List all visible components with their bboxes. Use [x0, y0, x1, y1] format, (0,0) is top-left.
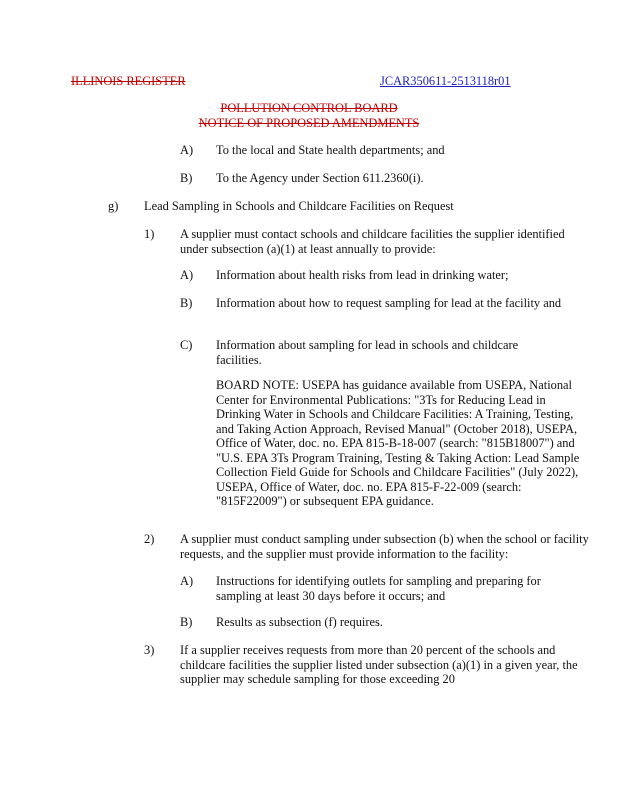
item-label: 1) — [144, 227, 155, 241]
item-label: 2) — [144, 532, 155, 546]
header-right: JCAR350611-2513118r01 — [380, 74, 511, 88]
item-text: To the local and State health departments; and — [216, 143, 445, 157]
item-label: A) — [180, 143, 194, 157]
item-text: To the Agency under Section 611.2360(i). — [216, 171, 424, 185]
item-text: Information about sampling for lead in schools and childcare facilities. — [216, 338, 519, 367]
item-text: A supplier must contact schools and childcare facilities the supplier identified under subsection (a)(1) at least annually to provide: — [180, 227, 565, 256]
item-label: g) — [108, 199, 119, 213]
header-left: ILLINOIS REGISTER — [71, 74, 186, 88]
item-text: Instructions for identifying outlets for sampling and preparing for sampling at least 30 days before it occurs; and — [216, 574, 541, 603]
item-text: Information about how to request sampling for lead at the facility and — [216, 296, 562, 310]
item-text: Lead Sampling in Schools and Childcare Facilities on Request — [144, 199, 454, 213]
item-text: A supplier must conduct sampling under subsection (b) when the school or facility requests, and the supplier must provide information to the facility: — [180, 532, 589, 561]
item-label: B) — [180, 615, 193, 629]
item-text: Information about health risks from lead in drinking water; — [216, 268, 509, 282]
item-label: C) — [180, 338, 193, 352]
item-label: B) — [180, 171, 193, 185]
title-line1: POLLUTION CONTROL BOARD — [220, 101, 398, 115]
board-note: BOARD NOTE: USEPA has guidance available from USEPA, National Center for Environmental Publications: "3Ts for Reducing Lead in Drinking Water in Schools and Childcare Facilities: A Training, Testing, and Taking Action Approach, Revised Manual" (October 2018), USEPA, Office of Water, doc. no. EPA 815-B-18-007 (search: "815B18007") and "U.S. EPA 3Ts Program Training, Testing & Taking Action: Lead Sample Collection Field Guide for Schools and Childcare Facilities" (July 2022), USEPA, Office of Water, doc. no. EPA 815-F-22-009 (search: "815F22009") or subsequent EPA guidance. — [216, 378, 580, 508]
item-label: B) — [180, 296, 193, 310]
item-label: A) — [180, 574, 194, 588]
item-text: Results as subsection (f) requires. — [216, 615, 383, 629]
item-text: If a supplier receives requests from more than 20 percent of the schools and childcare facilities the supplier listed under subsection (a)(1) in a given year, the supplier may schedule sampling for those exceeding 20 — [180, 643, 578, 686]
title-line2: NOTICE OF PROPOSED AMENDMENTS — [198, 116, 420, 130]
item-label: 3) — [144, 643, 155, 657]
item-label: A) — [180, 268, 194, 282]
